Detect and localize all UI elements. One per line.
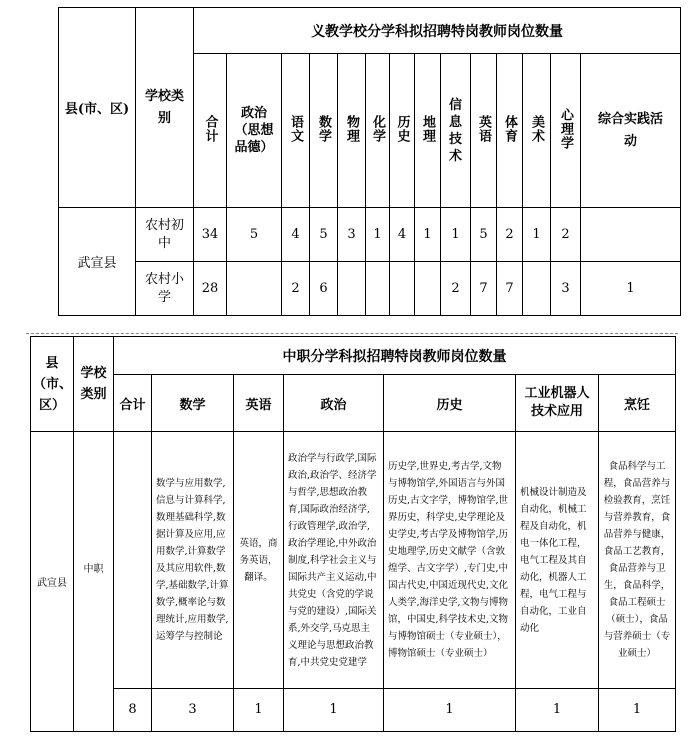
value-cell xyxy=(338,262,366,316)
subject-header: 政治（思想品德） xyxy=(227,54,282,208)
subject-header: 心理学 xyxy=(551,54,581,208)
value-cell: 34 xyxy=(194,208,227,262)
total-cell: 1 xyxy=(284,688,384,731)
subject-header: 数学 xyxy=(310,54,338,208)
detail-cell: 英语，商务英语，翻译。 xyxy=(234,432,284,689)
table-row xyxy=(59,262,681,316)
subject-header: 合计 xyxy=(114,375,152,432)
value-cell: 2 xyxy=(497,208,523,262)
school-type-cell: 农村小学 xyxy=(136,262,194,316)
value-cell: 2 xyxy=(551,208,581,262)
table2-title: 中职分学科拟招聘特岗教师岗位数量 xyxy=(114,337,676,375)
value-cell: 2 xyxy=(441,262,471,316)
subject-header: 美术 xyxy=(523,54,551,208)
value-cell xyxy=(523,262,551,316)
value-cell xyxy=(415,262,441,316)
value-cell: 5 xyxy=(471,208,497,262)
value-cell: 1 xyxy=(581,262,681,316)
total-cell: 1 xyxy=(234,688,284,731)
value-cell: 4 xyxy=(390,208,415,262)
value-cell xyxy=(227,262,282,316)
value-cell: 7 xyxy=(497,262,523,316)
value-cell xyxy=(581,208,681,262)
subject-header: 英语 xyxy=(234,375,284,432)
subject-header: 英语 xyxy=(471,54,497,208)
subject-header: 合计 xyxy=(194,54,227,208)
value-cell xyxy=(366,262,390,316)
county-header: 县(市、区) xyxy=(59,8,136,208)
subject-header: 体育 xyxy=(497,54,523,208)
subject-header: 语文 xyxy=(282,54,310,208)
detail-cell: 历史学,世界史,考古学,文物与博物馆学,外国语言与外国历史,古文字学，博物馆学,世界历史，科学史,史学理论及史学史,考古学及博物馆学,历史地理学,历史文献学（含敦煌学、古文字学）,专门史,中国古代史,中国近现代史,文化人类学,海洋史学,文物与博物馆，中国史,科学技术史,文物与博物馆硕士（专业硕士），博物馆硕士（专业硕士） xyxy=(384,432,516,689)
value-cell: 3 xyxy=(551,262,581,316)
subject-header: 综合实践活动 xyxy=(581,54,681,208)
subject-header: 烹饪 xyxy=(599,375,676,432)
school-type-header: 学校类别 xyxy=(136,8,194,208)
total-cell: 1 xyxy=(516,688,599,731)
subject-header: 数学 xyxy=(152,375,234,432)
value-cell: 2 xyxy=(282,262,310,316)
school-type-header: 学校类别 xyxy=(74,337,114,432)
subject-header: 信息技术 xyxy=(441,54,471,208)
subject-header: 化学 xyxy=(366,54,390,208)
value-cell: 28 xyxy=(194,262,227,316)
table-row xyxy=(31,432,676,689)
value-cell xyxy=(390,262,415,316)
value-cell: 1 xyxy=(366,208,390,262)
total-cell: 1 xyxy=(599,688,676,731)
school-type-cell: 农村初中 xyxy=(136,208,194,262)
subject-header: 工业机器人技术应用 xyxy=(516,375,599,432)
value-cell: 1 xyxy=(441,208,471,262)
school-type-cell: 中职 xyxy=(74,432,114,732)
detail-cell: 食品科学与工程，食品营养与检验教育，烹饪与营养教育，食品营养与健康，食品工艺教育，食品营养与卫生，食品科学，食品工程硕士（硕士），食品与营养硕士（专业硕士） xyxy=(599,432,676,689)
detail-cell xyxy=(114,432,152,689)
table-row xyxy=(59,208,681,262)
value-cell: 6 xyxy=(310,262,338,316)
total-cell: 3 xyxy=(152,688,234,731)
compulsory-education-table xyxy=(58,7,681,316)
subject-header: 物理 xyxy=(338,54,366,208)
section-divider xyxy=(26,333,678,334)
county-cell: 武宣县 xyxy=(31,432,74,732)
subject-header: 地理 xyxy=(415,54,441,208)
value-cell: 1 xyxy=(523,208,551,262)
value-cell: 5 xyxy=(227,208,282,262)
total-cell: 8 xyxy=(114,688,152,731)
county-cell: 武宣县 xyxy=(59,208,136,316)
detail-cell: 机械设计制造及自动化，机械工程及自动化，机电一体化工程，电气工程及其自动化，机器人工程，电气工程与自动化，工业自动化 xyxy=(516,432,599,689)
detail-cell: 政治学与行政学,国际政治,政治学、经济学与哲学,思想政治教育,国际政治经济学,行政管理学,政治学,政治学理论,中外政治制度,科学社会主义与国际共产主义运动,中共党史（含党的学说与党的建设）,国际关系,外交学,马克思主义理论与思想政治教育,中共党史党建学 xyxy=(284,432,384,689)
county-header: 县（市、区） xyxy=(31,337,74,432)
subject-header: 政治 xyxy=(284,375,384,432)
value-cell: 1 xyxy=(415,208,441,262)
table1-title: 义教学校分学科拟招聘特岗教师岗位数量 xyxy=(194,8,681,54)
vocational-table xyxy=(30,336,676,732)
table-row xyxy=(31,688,676,731)
value-cell: 7 xyxy=(471,262,497,316)
subject-header: 历史 xyxy=(390,54,415,208)
detail-cell: 数学与应用数学,信息与计算科学,数理基础科学,数据计算及应用,应用数学,计算数学及其应用软件,数学,基础数学,计算数学,概率论与数理统计,应用数学,运筹学与控制论 xyxy=(152,432,234,689)
value-cell: 5 xyxy=(310,208,338,262)
total-cell: 1 xyxy=(384,688,516,731)
value-cell: 4 xyxy=(282,208,310,262)
subject-header: 历史 xyxy=(384,375,516,432)
value-cell: 3 xyxy=(338,208,366,262)
